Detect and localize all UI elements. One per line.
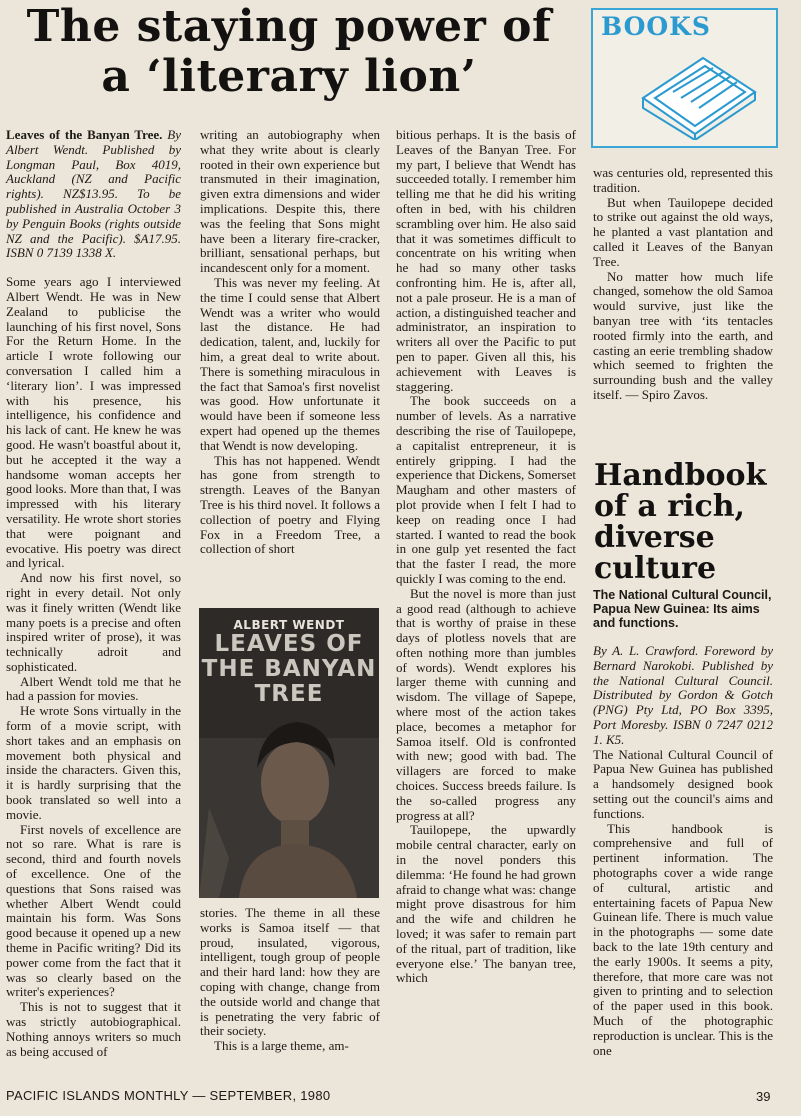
review-column-1 <box>6 128 181 1059</box>
page-footer: PACIFIC ISLANDS MONTHLY — SEPTEMBER, 1980 <box>6 1088 331 1103</box>
paragraph: Tauilopepe, the upwardly mobile central character, early on in the novel ponders this dilemma: ‘He found he had grown afraid to change what was: change might prove disastrous for him and the wife and children he loved; it was safer to remain part of the ritual, part of tradition, like everyone else.’ The banyan tree, which <box>396 822 576 986</box>
section-label: BOOKS <box>601 12 711 41</box>
paragraph: No matter how much life changed, somehow the old Samoa would survive, just like the banyan tree with ‘its tentacles rooted firmly into the earth, and casting an eerie trembling shadow which seemed to frighten the surrounding bush and the valley itself. — Spiro Zavos. <box>593 268 773 402</box>
paragraph: stories. The theme in all these works is Samoa itself — that proud, insulated, vigorous, intelligent, tough group of people and their hard land: how they are coping with change, change from the outside world and change that is penetrating the very fabric of their society. <box>200 905 380 1039</box>
paragraph: was centuries old, represented this tradition. <box>593 165 773 195</box>
paragraph: But when Tauilopepe decided to strike out against the old ways, he planted a vast plantation and called it Leaves of the Banyan Tree. <box>593 194 773 269</box>
book-details: By Albert Wendt. Published by Longman Paul, Box 4019, Auckland (NZ and Pacific rights). NZ$13.95. To be published in Australia October 3 by Penguin Books (rights outside NZ and the Pacific). $A17.95. ISBN 0 7139 1338 X. <box>6 127 182 261</box>
book-illustration-icon <box>633 48 763 140</box>
second-review-headline: Handbook of a rich, diverse culture <box>594 458 767 586</box>
books-section-box <box>591 8 778 148</box>
paragraph: But the novel is more than just a good read (although to achieve that is worthy of praise in these days of plotless novels that are often nothing more than jumbles of words). Wendt explores his larger theme with cunning and wisdom. The village of Sapepe, where most of the action takes place, becomes a metaphor for Samoa itself. Old is confronted with new; good with bad. The villagers are forced to make choices. Success breeds failure. Is the so-called progress any progress at all? <box>396 585 576 823</box>
review-column-3 <box>396 128 576 986</box>
paragraph: The book succeeds on a number of levels. As a narrative describing the rise of Tauilopepe, a capitalist entrepreneur, it is entirely gripping. I had the experience that Dickens, Somerset Maugham and other masters of plot provide when I felt I had to keep on reading once I had started. I wanted to read the book in one gulp yet resented the fact that the faster I read, the more quickly I was coming to the end. <box>396 393 576 586</box>
paragraph: This was never my feeling. At the time I could sense that Albert Wendt was a writer who would last the distance. He had dedication, talent, and, luckily for him, a great deal to write about. There is something miraculous in the fact that Samoa's first novelist was good. How unfortunate it would have been if someone less expert had opened up the themes that Wendt is now developing. <box>200 274 380 453</box>
second-review-details: By A. L. Crawford. Foreword by Bernard Narokobi. Published by the National Cultural Council. Distributed by Gordon & Gotch (PNG) Pty Ltd, PO Box 3395, Port Moresby. ISBN 0 7247 0212 1. K5. <box>593 643 773 747</box>
paragraph: This has not happened. Wendt has gone from strength to strength. Leaves of the Banyan Tree is his third novel. It follows a collection of poetry and Flying Fox in a Freedom Tree, a collection of short <box>200 452 380 557</box>
paragraph: First novels of excellence are not so rare. What is rare is second, third and fourth novels of excellence. One of the questions that Sons raised was whether Albert Wendt could maintain his form. Was Sons good because it opened up a new theme in Pacific writing? Did its power come from the fact that it was so clearly based on the writer's experiences? <box>6 821 181 1000</box>
paragraph: This is a large theme, am- <box>214 1038 349 1054</box>
paragraph: And now his first novel, so right in every detail. Not only was it finely written (Wendt like many poets is a precise and often inspired writer of prose), it was technically adroit and sophisticated. <box>6 570 181 674</box>
book-cover-image <box>199 608 379 898</box>
page-number: 39 <box>756 1089 771 1104</box>
book-title: Leaves of the Banyan Tree. <box>6 127 163 142</box>
page-headline: The staying power of a ‘literary lion’ <box>26 1 552 102</box>
review-column-2-continued <box>200 906 380 1054</box>
cover-author: ALBERT WENDT <box>233 618 345 632</box>
paragraph: This is not to suggest that it was strictly autobiographical. Nothing annoys writers so much as being accused of <box>6 999 181 1059</box>
paragraph: Some years ago I interviewed Albert Wendt. He was in New Zealand to publicise the launching of his first novel, Sons For the Return Home. In the article I wrote following our conversation I called him a ‘literary lion’. I was impressed with his presence, his intelligence, his confidence and his lack of cant. He knew he was good. He wasn't boastful about it, but he accepted it the way a handsome woman accepts her good looks. More than that, I was impressed with his literary versatility. He wrote short stories that were poignant and evocative. His poetry was direct and lyrical. <box>6 274 181 571</box>
portrait-illustration <box>199 608 379 898</box>
review-column-4 <box>593 166 773 403</box>
paragraph: writing an autobiography when what they write about is clearly rooted in their own experience but transmuted in their imagination, given extra dimensions and wider implications. Despite this, there was the feeling that Sons might have been a literary fire-cracker, brilliant, sensational perhaps, but incandescent only for a moment. <box>200 127 380 276</box>
paragraph: Albert Wendt told me that he had a passion for movies. <box>6 673 181 704</box>
paragraph: The National Cultural Council of Papua New Guinea has published a handsomely designed book setting out the council's aims and functions. <box>593 746 773 821</box>
book-citation <box>6 128 181 261</box>
paragraph: He wrote Sons virtually in the form of a movie script, with short takes and an emphasis on movement both physical and inside the characters. Given this, it is hardly surprising that the book translated so well into a movie. <box>6 703 181 822</box>
paragraph: bitious perhaps. It is the basis of Leaves of the Banyan Tree. For my part, I believe that Wendt has succeeded totally. I remember him telling me that he did his writing often in bed, with his children scrambling over him. He also said that it was sometimes difficult to concentrate on his writing when he had so many other tasks confronting him. He is, after all, not a pale proseur. He is a man of action, a distinguished teacher and administrator, an inspiration to writers all over the Pacific to put pen to paper. Given all this, his achievement with Leaves is staggering. <box>396 127 576 394</box>
second-review-subhead: The National Cultural Council, Papua New Guinea: Its aims and functions. <box>593 588 772 630</box>
cover-title: LEAVES OF THE BANYAN TREE <box>201 631 377 707</box>
paragraph: This handbook is comprehensive and full of pertinent information. The photographs cover a wide range of cultural, artistic and entertaining facets of Papua New Guinean life. There is much value in the photographs — some date back to the late 19th century and the early 1900s. It seems a pity, therefore, that more care was not given to printing and to selection of the paper used in this book. Much of the photographic reproduction is unclear. This is the one <box>593 820 773 1058</box>
review-column-2 <box>200 128 380 557</box>
second-review-column <box>593 588 773 1058</box>
